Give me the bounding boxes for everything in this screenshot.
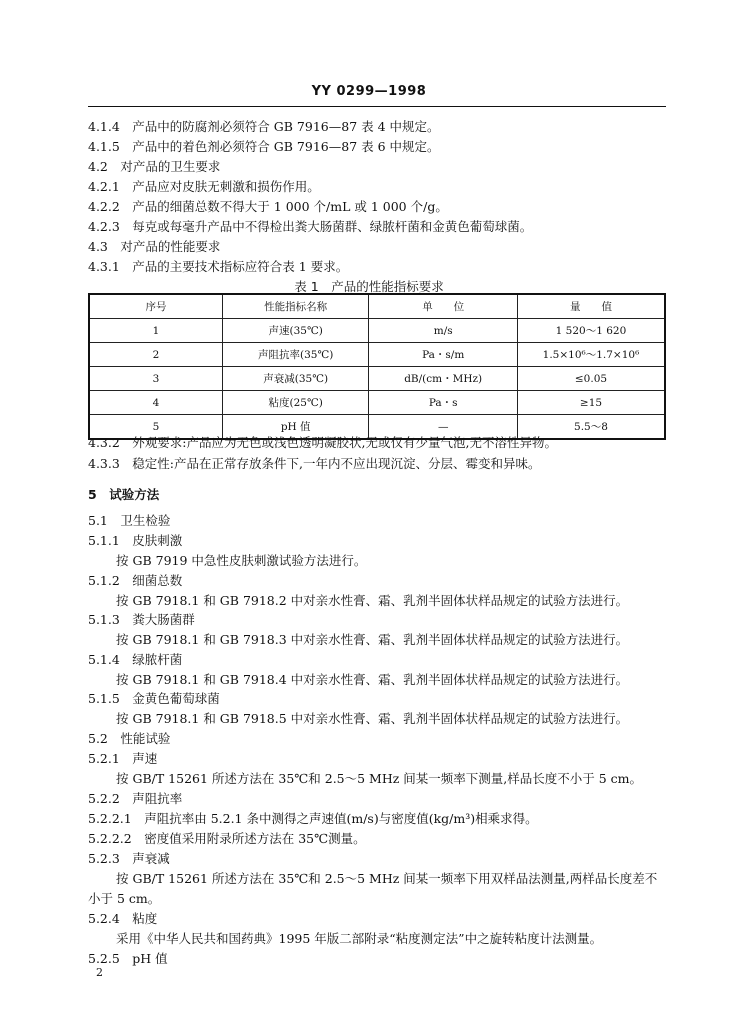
clause-body-continuation: 小于 5 cm。 [88, 891, 161, 906]
performance-table [88, 293, 666, 440]
clause-5-2-2-2: 5.2.2.2 密度值采用附录所述方法在 35℃测量。 [88, 831, 366, 846]
table-cell: 4 [89, 391, 222, 415]
clause-body: 按 GB 7918.1 和 GB 7918.4 中对亲水性膏、霜、乳剂半固体状样品规定的试验方法进行。 [116, 672, 629, 687]
table-row [89, 391, 665, 415]
table-cell: dB/(cm・MHz) [369, 367, 518, 391]
clause-4-3-1: 4.3.1 产品的主要技术指标应符合表 1 要求。 [88, 259, 349, 274]
table-row [89, 367, 665, 391]
clause-4-3-2: 4.3.2 外观要求:产品应为无色或浅色透明凝胶状,无或仅有少量气泡,无不溶性异物。 [88, 435, 557, 450]
table-cell: Pa・s/m [369, 343, 518, 367]
table-cell: 1 520～1 620 [517, 319, 665, 343]
table-header-cell: 单 位 [369, 294, 518, 319]
clause-5-1: 5.1 卫生检验 [88, 513, 171, 528]
table-cell: Pa・s [369, 391, 518, 415]
table-cell: 1 [89, 319, 222, 343]
table-cell: pH 值 [222, 415, 368, 440]
clause-5-2-5: 5.2.5 pH 值 [88, 951, 168, 966]
clause-5-2-2: 5.2.2 声阻抗率 [88, 791, 183, 806]
clause-4-1-4: 4.1.4 产品中的防腐剂必须符合 GB 7916—87 表 4 中规定。 [88, 119, 440, 134]
clause-5-2-3: 5.2.3 声衰减 [88, 851, 170, 866]
clause-4-3-3: 4.3.3 稳定性:产品在正常存放条件下,一年内不应出现沉淀、分层、霉变和异味。 [88, 456, 541, 471]
clause-body: 按 GB 7918.1 和 GB 7918.3 中对亲水性膏、霜、乳剂半固体状样品规定的试验方法进行。 [116, 632, 629, 647]
clause-body: 按 GB 7918.1 和 GB 7918.5 中对亲水性膏、霜、乳剂半固体状样品规定的试验方法进行。 [116, 711, 629, 726]
table-cell: 3 [89, 367, 222, 391]
clause-4-2-3: 4.2.3 每克或每毫升产品中不得检出粪大肠菌群、绿脓杆菌和金黄色葡萄球菌。 [88, 219, 533, 234]
table-cell: m/s [369, 319, 518, 343]
clause-5-1-1: 5.1.1 皮肤刺激 [88, 533, 183, 548]
table-cell: 声速(35℃) [222, 319, 368, 343]
clause-body: 按 GB/T 15261 所述方法在 35℃和 2.5～5 MHz 间某一频率下用双样品法测量,两样品长度差不 [116, 871, 658, 886]
clause-4-2: 4.2 对产品的卫生要求 [88, 159, 221, 174]
table-header-row [89, 294, 665, 319]
document-header-title: YY 0299—1998 [311, 84, 427, 99]
table-cell: ≥15 [517, 391, 665, 415]
clause-5-2-2-1: 5.2.2.1 声阻抗率由 5.2.1 条中测得之声速值(m/s)与密度值(kg/m³)相乘求得。 [88, 811, 538, 826]
page-number: 2 [96, 966, 103, 979]
table-cell: 5.5～8 [517, 415, 665, 440]
clause-4-2-1: 4.2.1 产品应对皮肤无刺激和损伤作用。 [88, 179, 320, 194]
table-cell: ≤0.05 [517, 367, 665, 391]
clause-body: 按 GB 7918.1 和 GB 7918.2 中对亲水性膏、霜、乳剂半固体状样品规定的试验方法进行。 [116, 593, 629, 608]
clause-4-3: 4.3 对产品的性能要求 [88, 239, 221, 254]
clause-body: 采用《中华人民共和国药典》1995 年版二部附录“粘度测定法”中之旋转粘度计法测量。 [116, 931, 603, 946]
clause-4-2-2: 4.2.2 产品的细菌总数不得大于 1 000 个/mL 或 1 000 个/g。 [88, 199, 448, 214]
table-row [89, 343, 665, 367]
table-row [89, 319, 665, 343]
table-cell: 粘度(25℃) [222, 391, 368, 415]
table-header-cell: 性能指标名称 [222, 294, 368, 319]
clause-5-1-3: 5.1.3 粪大肠菌群 [88, 612, 195, 627]
clause-4-1-5: 4.1.5 产品中的着色剂必须符合 GB 7916—87 表 6 中规定。 [88, 139, 440, 154]
clause-5-2-1: 5.2.1 声速 [88, 751, 158, 766]
table-header-cell: 量 值 [517, 294, 665, 319]
table-cell: 2 [89, 343, 222, 367]
clause-5-1-2: 5.1.2 细菌总数 [88, 573, 183, 588]
section-5-heading: 5 试验方法 [88, 487, 160, 502]
clause-5-1-4: 5.1.4 绿脓杆菌 [88, 652, 183, 667]
table-title: 表 1 产品的性能指标要求 [294, 279, 444, 294]
table-cell: 5 [89, 415, 222, 440]
table-cell: — [369, 415, 518, 440]
clause-5-2: 5.2 性能试验 [88, 731, 171, 746]
header-rule [88, 106, 666, 107]
clause-5-2-4: 5.2.4 粘度 [88, 911, 158, 926]
clause-body: 按 GB 7919 中急性皮肤刺激试验方法进行。 [116, 553, 367, 568]
table-cell: 声衰减(35℃) [222, 367, 368, 391]
table-cell: 1.5×10⁶～1.7×10⁶ [517, 343, 665, 367]
table-cell: 声阻抗率(35℃) [222, 343, 368, 367]
clause-5-1-5: 5.1.5 金黄色葡萄球菌 [88, 691, 220, 706]
table-header-cell: 序号 [89, 294, 222, 319]
clause-body: 按 GB/T 15261 所述方法在 35℃和 2.5～5 MHz 间某一频率下测量,样品长度不小于 5 cm。 [116, 771, 643, 786]
